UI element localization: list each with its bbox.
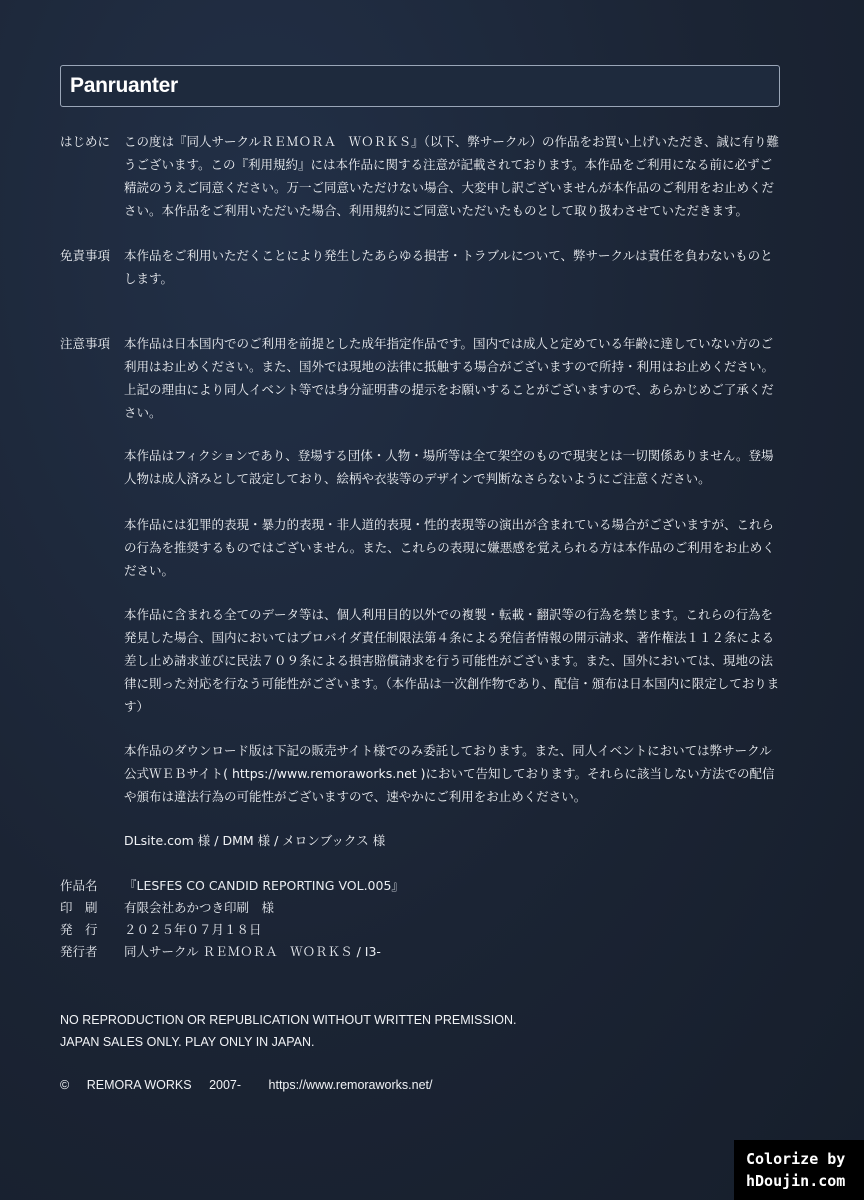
intro-section (60, 130, 784, 222)
info-value: 『LESFES CO CANDID REPORTING VOL.005』 (124, 878, 404, 893)
info-key: 発行者 (60, 944, 98, 959)
copyright-owner: REMORA WORKS (86, 1078, 192, 1092)
notes-section (60, 332, 784, 424)
sales-sites: DLsite.com 様 / DMM 様 / メロンブックス 様 (124, 833, 386, 848)
title-box (60, 65, 780, 107)
intro-label: はじめに (60, 134, 111, 149)
disclaimer-label: 免責事項 (60, 248, 111, 263)
info-row-publisher (60, 941, 800, 963)
info-row-title (60, 875, 800, 897)
info-value: 有限会社あかつき印刷 様 (124, 900, 275, 915)
notes-paragraph-5: 本作品のダウンロード版は下記の販売サイト様でのみ委託しております。また、同人イベントにおいては弊サークル公式ＷＥＢサイト( https://www.remoraworks.net )において告知しております。それらに該当しない方法での配信や頒布は違法行為の可能性がございますので、速やかにご利用をお止めください。 (124, 743, 775, 804)
notes-paragraph-2: 本作品はフィクションであり、登場する団体・人物・場所等は全て架空のもので現実とは一切関係ありません。登場人物は成人済みとして設定しており、絵柄や衣装等のデザインで判断なさらないようにご注意ください。 (124, 448, 774, 486)
info-key: 作品名 (60, 878, 98, 893)
copyright-years: 2007- (209, 1078, 242, 1092)
notes-label: 注意事項 (60, 336, 111, 351)
copyright-icon: © (60, 1078, 70, 1092)
notice-line-2: JAPAN SALES ONLY. PLAY ONLY IN JAPAN. (60, 1035, 315, 1049)
disclaimer-section (60, 244, 784, 290)
watermark-line-2: hDoujin.com (746, 1172, 846, 1190)
notice-line-1: NO REPRODUCTION OR REPUBLICATION WITHOUT WRITTEN PREMISSION. (60, 1013, 517, 1027)
info-key: 印 刷 (60, 900, 98, 915)
info-row-date (60, 919, 800, 941)
notes-paragraph-1: 本作品は日本国内でのご利用を前提とした成年指定作品です。国内では成人と定めている年齢に達していない方のご利用はお止めください。また、国外では現地の法律に抵触する場合がございますので所持・利用はお止めください。上記の理由により同人イベント等では身分証明書の提示をお願いすることがございますので、あらかじめご了承ください。 (124, 336, 775, 420)
page-title: Panruanter (70, 74, 178, 97)
info-row-printer (60, 897, 800, 919)
watermark (734, 1140, 864, 1200)
copyright-line (60, 1078, 446, 1092)
notes-paragraph-3: 本作品には犯罪的表現・暴力的表現・非人道的表現・性的表現等の演出が含まれている場合がございますが、これらの行為を推奨するものではございません。また、これらの表現に嫌悪感を覚えられる方は本作品のご利用をお止めください。 (124, 517, 775, 578)
disclaimer-text: 本作品をご利用いただくことにより発生したあらゆる損害・トラブルについて、弊サークルは責任を負わないものとします。 (124, 248, 773, 286)
info-key: 発 行 (60, 922, 98, 937)
intro-text: この度は『同人サークルＲＥＭＯＲＡ ＷＯＲＫＳ』（以下、弊サークル）の作品をお買い上げいただき、誠に有り難うございます。この『利用規約』には本作品に関する注意が記載されております。本作品をご利用になる前に必ずご精読のうえご同意ください。万一ご同意いただけない場合、大変申し訳ございませんが本作品のご利用をお止めください。本作品をご利用いただいた場合、利用規約にご同意いただいたものとして取り扱わさせていただきます。 (124, 134, 780, 218)
copyright-url[interactable]: https://www.remoraworks.net/ (268, 1078, 433, 1092)
info-value: 同人サークル ＲＥＭＯＲＡ ＷＯＲＫＳ / I3- (124, 944, 381, 959)
info-value: ２０２５年０７月１８日 (124, 922, 262, 937)
watermark-line-1: Colorize by (746, 1150, 846, 1168)
notes-paragraph-4: 本作品に含まれる全てのデータ等は、個人利用目的以外での複製・転載・翻訳等の行為を禁じます。これらの行為を発見した場合、国内においてはプロバイダ責任制限法第４条による発信者情報の開示請求、著作権法１１２条による差し止め請求並びに民法７０９条による損害賠償請求を行う可能性がございます。また、国外においては、現地の法律に則った対応を行なう可能性がございます。（本作品は一次創作物であり、配信・頒布は日本国内に限定しております） (124, 607, 780, 714)
